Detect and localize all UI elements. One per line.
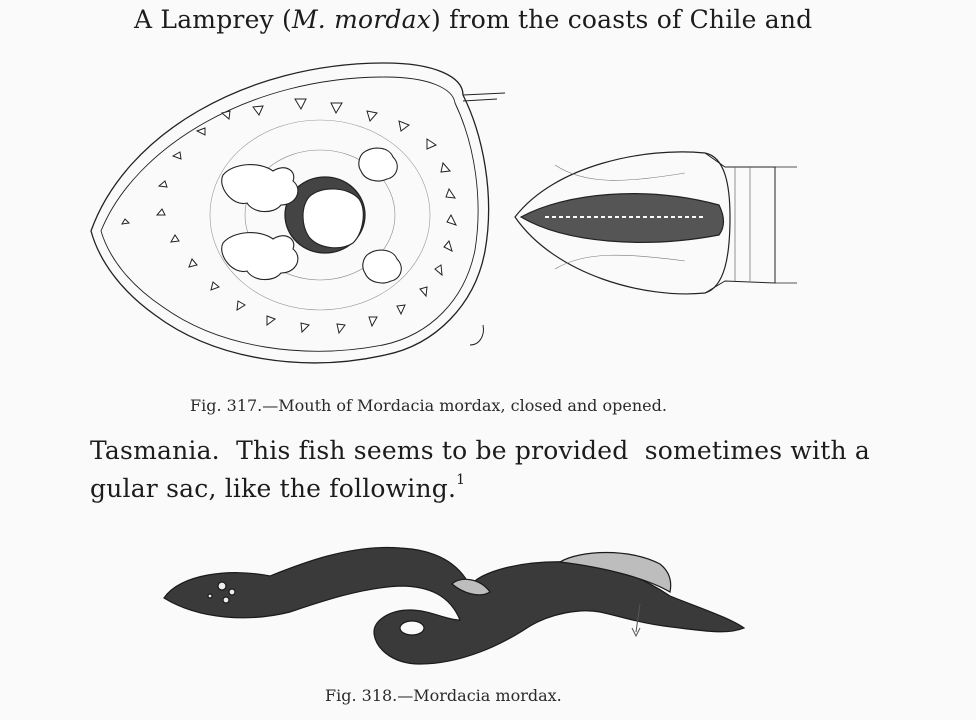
paragraph-line-2: Tasmania. This fish seems to be provided sometimes with a <box>90 436 871 465</box>
lamprey-mouth-illustration <box>85 55 805 385</box>
body-coil-hole <box>400 621 424 635</box>
closed-mouth-drawing <box>515 152 797 294</box>
paragraph-line-1 <box>134 5 812 34</box>
figure-317 <box>85 55 805 385</box>
opened-mouth-drawing <box>91 63 505 363</box>
figure-317-caption: Fig. 317.—Mouth of Mordacia mordax, closed and opened. <box>190 396 667 415</box>
paragraph-line-3 <box>90 474 465 503</box>
paragraph-text: ) from the coasts of Chile and <box>431 5 813 34</box>
footnote-marker[interactable]: 1 <box>456 472 466 488</box>
paragraph-text: A Lamprey ( <box>134 5 292 34</box>
lamprey-body-illustration <box>160 536 760 676</box>
paragraph-text: gular sac, like the following. <box>90 474 457 503</box>
species-name: M. mordax <box>292 5 432 34</box>
figure-318 <box>160 536 760 676</box>
central-tooth-plates <box>222 148 402 283</box>
figure-318-caption: Fig. 318.—Mordacia mordax. <box>325 686 562 705</box>
eye <box>218 582 226 590</box>
lamprey-body <box>164 547 744 664</box>
